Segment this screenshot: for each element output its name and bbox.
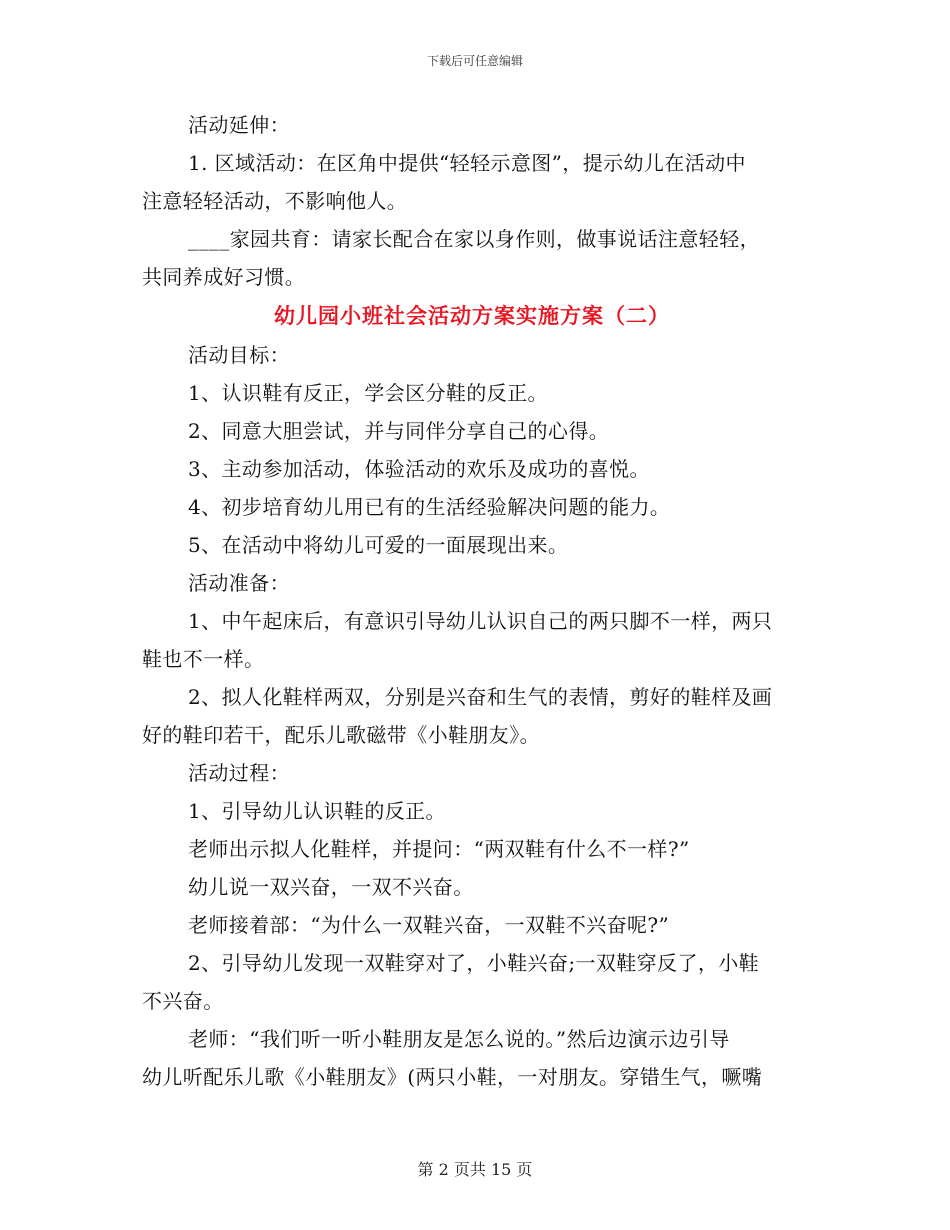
paragraph-line: 鞋也不一样。: [142, 647, 265, 671]
document-body: [142, 106, 802, 1096]
paragraph-line: 4、初步培育幼儿用已有的生活经验解决问题的能力。: [188, 495, 671, 519]
paragraph-line: 活动过程：: [188, 761, 290, 785]
paragraph-line: 活动延伸：: [188, 113, 290, 137]
paragraph-line: 1、引导幼儿认识鞋的反正。: [188, 799, 446, 823]
paragraph-line: 老师：“我们听一听小鞋朋友是怎么说的。”然后边演示边引导: [188, 1027, 730, 1051]
page-footer: 第 2 页共 15 页: [417, 1160, 533, 1179]
paragraph-line: 3、主动参加活动，体验活动的欢乐及成功的喜悦。: [188, 457, 650, 481]
paragraph-line: 2、引导幼儿发现一双鞋穿对了，小鞋兴奋;一双鞋穿反了，小鞋: [188, 951, 760, 975]
paragraph-line: 1、中午起床后，有意识引导幼儿认识自己的两只脚不一样，两只: [188, 609, 773, 633]
paragraph-line: 活动准备：: [188, 571, 290, 595]
paragraph-line: 老师出示拟人化鞋样，并提问：“两双鞋有什么不一样?”: [188, 837, 690, 861]
paragraph-line: ____家园共育：请家长配合在家以身作则，做事说话注意轻轻，: [188, 227, 760, 251]
paragraph-line: 老师接着部：“为什么一双鞋兴奋，一双鞋不兴奋呢?”: [188, 913, 670, 937]
page-header: 下载后可任意编辑: [426, 54, 523, 68]
paragraph-line: 活动目标：: [188, 343, 290, 367]
paragraph-line: 5、在活动中将幼儿可爱的一面展现出来。: [188, 533, 569, 557]
paragraph-line: 幼儿说一双兴奋，一双不兴奋。: [188, 875, 474, 899]
paragraph-line: 注意轻轻活动，不影响他人。: [142, 189, 408, 213]
paragraph-line: 2、同意大胆尝试，并与同伴分享自己的心得。: [188, 419, 610, 443]
paragraph-line: 幼儿听配乐儿歌《小鞋朋友》(两只小鞋，一对朋友。穿错生气，噘嘴: [142, 1065, 763, 1089]
paragraph-line: 1、认识鞋有反正，学会区分鞋的反正。: [188, 381, 548, 405]
paragraph-line: 不兴奋。: [142, 989, 224, 1013]
paragraph-line: 共同养成好习惯。: [142, 265, 306, 289]
section-title: 幼儿园小班社会活动方案实施方案（二）: [274, 303, 670, 328]
paragraph-line: 好的鞋印若干，配乐儿歌磁带《小鞋朋友》。: [142, 723, 540, 747]
paragraph-line: 2、拟人化鞋样两双，分别是兴奋和生气的表情，剪好的鞋样及画: [188, 685, 773, 709]
paragraph-line: 1. 区域活动：在区角中提供“轻轻示意图”，提示幼儿在活动中: [188, 151, 746, 175]
